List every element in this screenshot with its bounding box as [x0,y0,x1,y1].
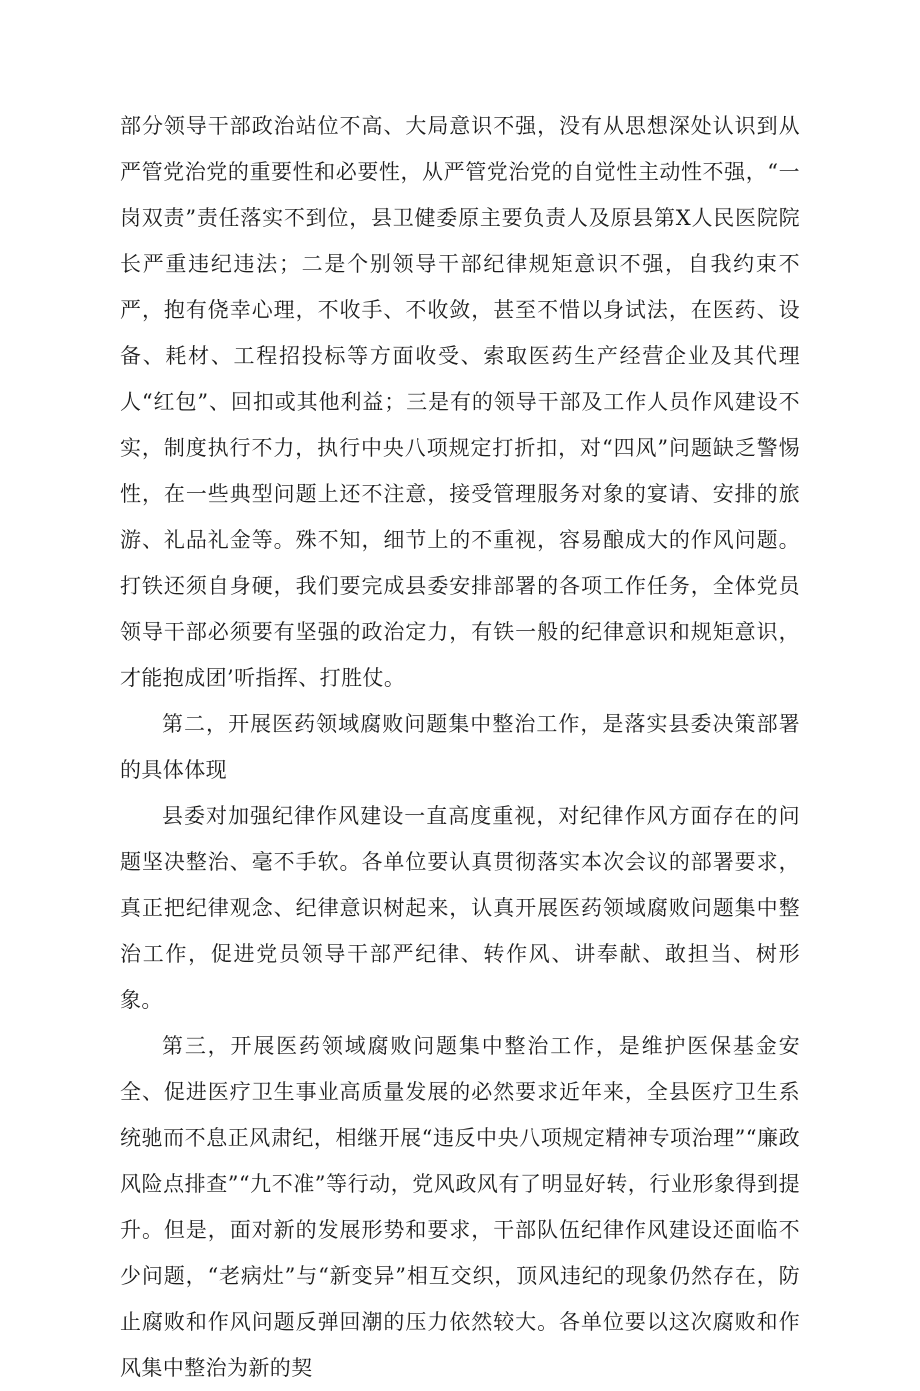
paragraph-continuation: 部分领导干部政治站位不高、大局意识不强，没有从思想深处认识到从严管党治党的重要性和必要性，从严管党治党的自觉性主动性不强，“一岗双责”责任落实不到位，县卫健委原主要负责人及原县第X人民医院院长严重违纪违法；二是个别领导干部纪律规矩意识不强，自我约束不严，抱有侥幸心理，不收手、不收敛，甚至不惜以身试法，在医药、设备、耗材、工程招投标等方面收受、索取医药生产经营企业及其代理人“红包”、回扣或其他利益；三是有的领导干部及工作人员作风建设不实，制度执行不力，执行中央八项规定打折扣，对“四风”问题缺乏警惕性，在一些典型问题上还不注意，接受管理服务对象的宴请、安排的旅游、礼品礼金等。殊不知，细节上的不重视，容易酿成大的作风问题。打铁还须自身硬，我们要完成县委安排部署的各项工作任务，全体党员领导干部必须要有坚强的政治定力，有铁一般的纪律意识和规矩意识，才能抱成团’听指挥、打胜仗。 [120,114,800,690]
paragraph-county-committee: 县委对加强纪律作风建设一直高度重视，对纪律作风方面存在的问题坚决整治、毫不手软。各单位要认真贯彻落实本次会议的部署要求，真正把纪律观念、纪律意识树起来，认真开展医药领域腐败问题集中整治工作，促进党员领导干部严纪律、转作风、讲奉献、敢担当、树形象。 [120,804,800,1012]
section-heading-third: 第三，开展医药领域腐败问题集中整治工作，是维护医保基金安全、促进医疗卫生事业高质量发展的必然要求近年来，全县医疗卫生系统驰而不息正风肃纪，相继开展“违反中央八项规定精神专项治理”“廉政风险点排查”“九不准”等行动，党风政风有了明显好转，行业形象得到提升。但是，面对新的发展形势和要求，干部队伍纪律作风建设还面临不少问题，“老病灶”与“新变异”相互交织，顶风违纪的现象仍然存在，防止腐败和作风问题反弹回潮的压力依然较大。各单位要以这次腐败和作风集中整治为新的契 [120,1034,800,1380]
section-heading-second: 第二，开展医药领域腐败问题集中整治工作，是落实县委决策部署的具体体现 [120,712,800,782]
document-body [120,103,800,1391]
